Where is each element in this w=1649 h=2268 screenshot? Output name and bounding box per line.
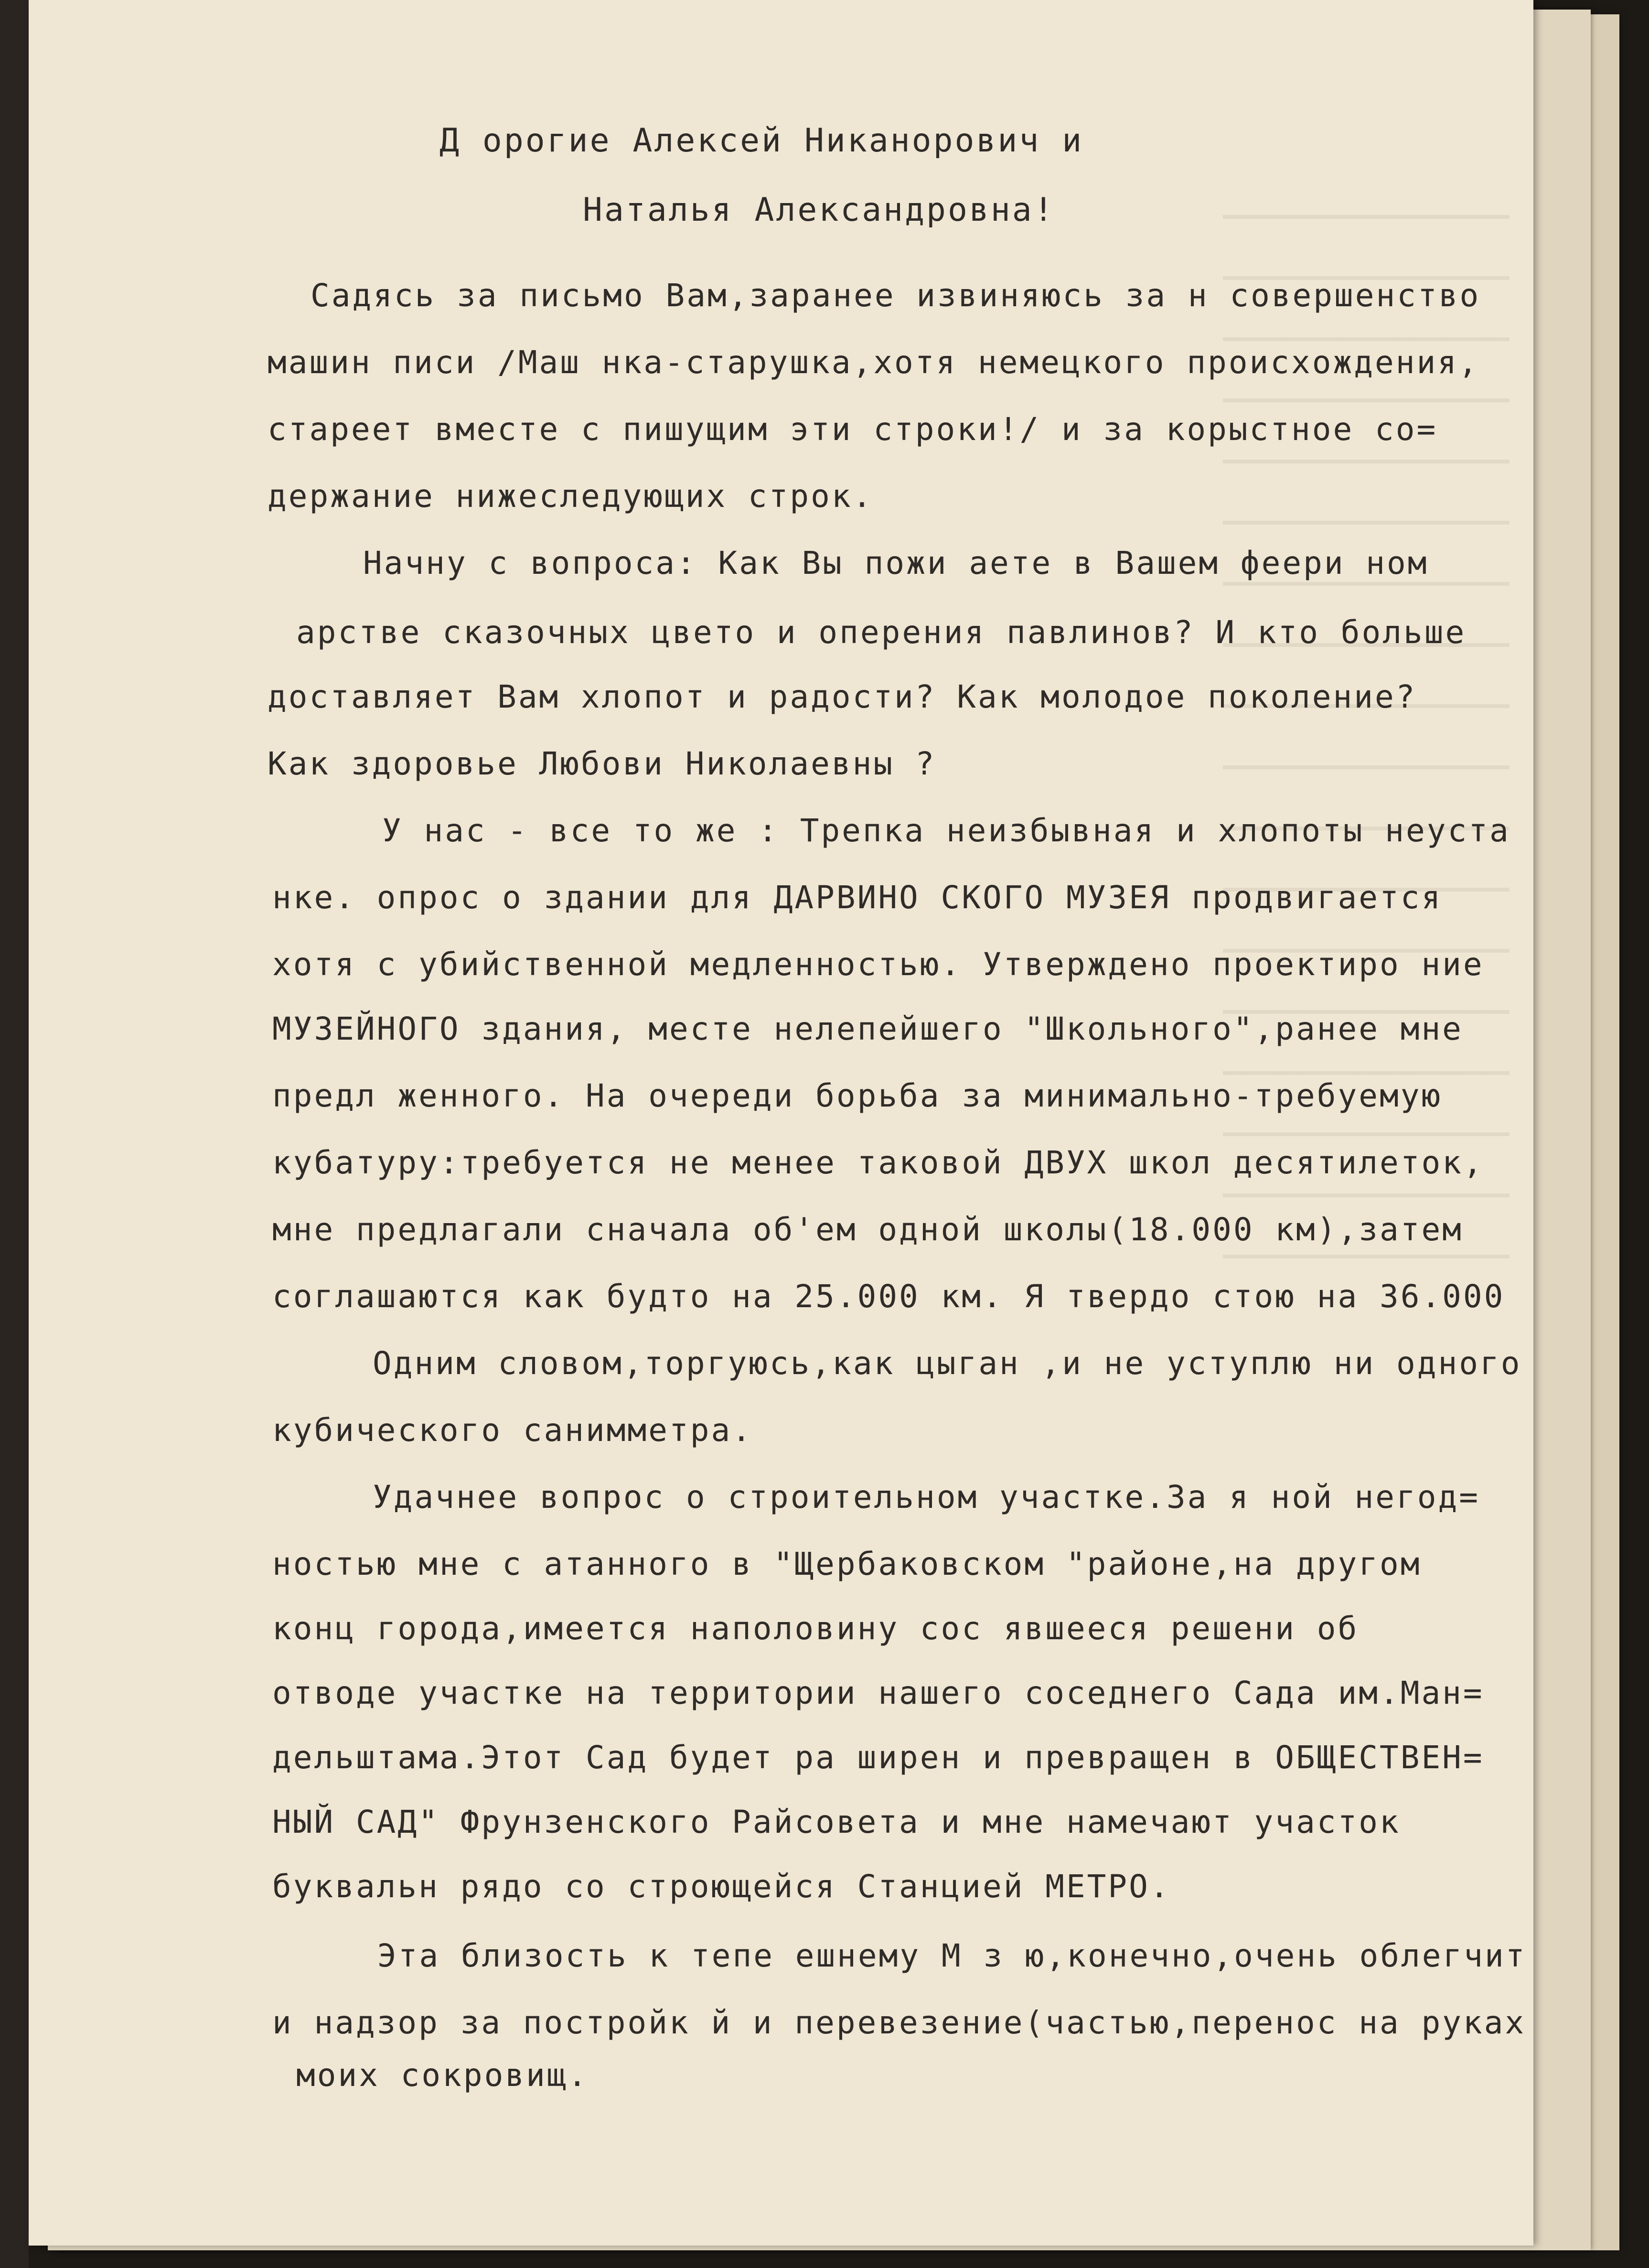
letter-line: Начну с вопроса: Как Вы пожи аете в Вашем феери ном [363, 545, 1429, 581]
letter-line: предл женного. На очереди борьба за минимально-требуемую [272, 1077, 1443, 1114]
letter-line: нке. опрос о здании для ДАРВИНО СКОГО МУЗЕЯ продвигается [272, 879, 1443, 916]
salutation-line-1: Д орогие Алексей Никанорович и [439, 122, 1084, 160]
letter-line: соглашаются как будто на 25.000 км. Я твердо стою на 36.000 [272, 1278, 1505, 1315]
letter-line: Удачнее вопрос о строительном участке.За я ной негод= [373, 1479, 1480, 1516]
letter-line: отводе участке на территории нашего соседнего Сада им.Ман= [272, 1675, 1484, 1711]
letter-line: МУЗЕЙНОГО здания, месте нелепейшего "Школьного",ранее мне [272, 1010, 1463, 1047]
letter-line: НЫЙ САД" Фрунзенского Райсовета и мне намечают участок [272, 1804, 1401, 1840]
letter-line: хотя с убийственной медленностью. Утверждено проектиро ние [272, 946, 1484, 983]
letter-line: арстве сказочных цвето и оперения павлинов? И кто больше [296, 614, 1467, 651]
letter-line: Как здоровье Любови Николаевны ? [268, 745, 936, 782]
letter-page [29, 0, 1533, 2246]
letter-line: держание нижеследующих строк. [268, 478, 874, 515]
letter-line: кубатуру:требуется не менее таковой ДВУХ школ десятилеток, [272, 1144, 1484, 1181]
letter-line: Эта близость к тепе ешнему М з ю,конечно,очень облегчит [377, 1937, 1527, 1974]
letter-line: стареет вместе с пишущим эти строки!/ и за корыстное со= [268, 411, 1438, 448]
letter-line: мне предлагали сначала об'ем одной школы(18.000 км),затем [272, 1211, 1463, 1248]
salutation-line-2: Наталья Александровна! [583, 191, 1055, 229]
letter-body [29, 0, 1533, 2246]
letter-line: Одним словом,торгуюсь,как цыган ,и не уступлю ни одного [373, 1345, 1522, 1382]
scan-border [0, 0, 29, 2268]
letter-line: ностью мне с атанного в "Щербаковском "районе,на другом [272, 1546, 1422, 1582]
letter-line: кубического санимметра. [272, 1412, 753, 1449]
letter-line: доставляет Вам хлопот и радости? Как молодое поколение? [268, 678, 1417, 715]
letter-line: У нас - все то же : Трепка неизбывная и хлопоты неуста [382, 812, 1510, 849]
letter-line: конц города,имеется наполовину сос явшееся решени об [272, 1610, 1359, 1647]
letter-line: буквальн рядо со строющейся Станцией МЕТРО. [272, 1868, 1171, 1905]
letter-line: и надзор за постройк й и перевезение(частью,перенос на руках [272, 2004, 1526, 2041]
letter-line: Садясь за письмо Вам,заранее извиняюсь за н совершенство [311, 277, 1481, 314]
letter-line: дельштама.Этот Сад будет ра ширен и превращен в ОБЩЕСТВЕН= [272, 1739, 1484, 1776]
letter-line: машин писи /Маш нка-старушка,хотя немецкого происхождения, [268, 344, 1479, 381]
letter-line: моих сокровищ. [296, 2057, 589, 2094]
